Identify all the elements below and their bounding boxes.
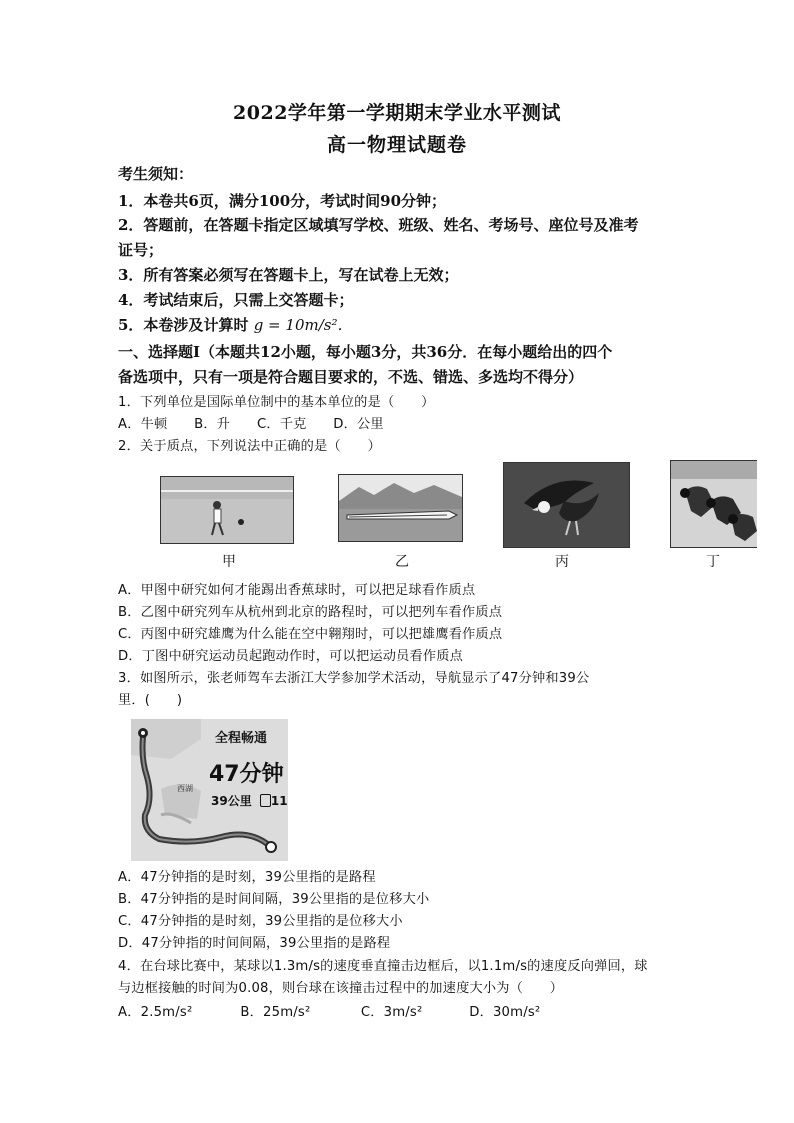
section1-line1: 一、选择题Ⅰ（本题共12小题，每小题3分，共36分．在每小题给出的四个 xyxy=(118,343,613,361)
g-formula: g = 10m/s²． xyxy=(253,316,353,334)
q4-stem-1: 4．在台球比赛中，某球以1.3m/s的速度垂直撞击边框后，以1.1m/s的速度反向弹回，球 xyxy=(118,959,648,974)
map-lights: 11 xyxy=(270,794,288,808)
q3-stem-1: 3．如图所示，张老师驾车去浙江大学参加学术活动，导航显示了47分钟和39公 xyxy=(118,671,590,686)
map-status: 全程畅通 xyxy=(215,731,268,746)
map-time: 47分钟 xyxy=(209,762,284,787)
q1-options: A．牛顿 B．升 C．千克 D．公里 xyxy=(118,417,384,432)
q3-option-d: D．47分钟指的时间间隔，39公里指的是路程 xyxy=(118,936,391,951)
q4-option-c: C．3m/s² xyxy=(360,1005,423,1020)
q2-option-b: B．乙图中研究列车从杭州到北京的路程时，可以把列车看作质点 xyxy=(118,605,503,620)
map-distance: 39公里 xyxy=(211,794,252,808)
q1-stem: 1．下列单位是国际单位制中的基本单位的是（ ） xyxy=(118,395,435,410)
caption-ding: 丁 xyxy=(706,554,720,570)
caption-jia: 甲 xyxy=(222,554,236,570)
section1-line2: 备选项中，只有一项是符合题目要求的，不选、错选、多选均不得分） xyxy=(118,368,584,386)
q2-option-d: D．丁图中研究运动员起跑动作时，可以把运动员看作质点 xyxy=(118,649,464,664)
notice-item-1: 1．本卷共6页，满分100分，考试时间90分钟； xyxy=(118,192,447,210)
exam-title: 2022学年第一学期期末学业水平测试 xyxy=(233,102,561,124)
q4-option-d: D．30m/s² xyxy=(469,1005,541,1020)
q3-stem-2: 里．( ) xyxy=(118,693,183,708)
caption-yi: 乙 xyxy=(395,554,409,570)
notice-item-2-cont: 证号； xyxy=(118,241,164,259)
notice-heading: 考生须知： xyxy=(118,165,194,183)
navigation-map xyxy=(131,719,288,861)
q2-stem: 2．关于质点，下列说法中正确的是（ ） xyxy=(118,439,381,454)
map-place-label: 西湖 xyxy=(177,784,193,793)
exam-subtitle: 高一物理试题卷 xyxy=(326,134,467,156)
q2-option-a: A．甲图中研究如何才能踢出香蕉球时，可以把足球看作质点 xyxy=(118,583,476,598)
caption-bing: 丙 xyxy=(555,554,569,570)
q4-option-b: B．25m/s² xyxy=(240,1005,311,1020)
notice-item-2: 2．答题前，在答题卡指定区域填写学校、班级、姓名、考场号、座位号及准考 xyxy=(118,216,639,234)
map-distance-row xyxy=(211,792,288,809)
q4-options xyxy=(118,1001,540,1020)
q3-option-b: B．47分钟指的是时间间隔，39公里指的是位移大小 xyxy=(118,892,430,907)
notice-item-4: 4．考试结束后，只需上交答题卡； xyxy=(118,291,354,309)
photo-train xyxy=(338,474,463,542)
notice-item-3: 3．所有答案必须写在答题卡上，写在试卷上无效； xyxy=(118,266,459,284)
photo-football xyxy=(160,476,294,544)
q3-option-a: A．47分钟指的是时刻，39公里指的是路程 xyxy=(118,870,376,885)
traffic-light-icon xyxy=(260,794,271,807)
photo-eagle xyxy=(503,462,630,548)
notice-item-5 xyxy=(118,314,352,335)
notice-item-5-text: 5．本卷涉及计算时 xyxy=(118,316,249,334)
photo-sprinters xyxy=(670,460,757,548)
q2-option-c: C．丙图中研究雄鹰为什么能在空中翱翔时，可以把雄鹰看作质点 xyxy=(118,627,503,642)
q4-option-a: A．2.5m/s² xyxy=(118,1005,193,1020)
q4-stem-2: 与边框接触的时间为0.08，则台球在该撞击过程中的加速度大小为（ ） xyxy=(118,981,564,996)
q3-option-c: C．47分钟指的是时刻，39公里指的是位移大小 xyxy=(118,914,403,929)
